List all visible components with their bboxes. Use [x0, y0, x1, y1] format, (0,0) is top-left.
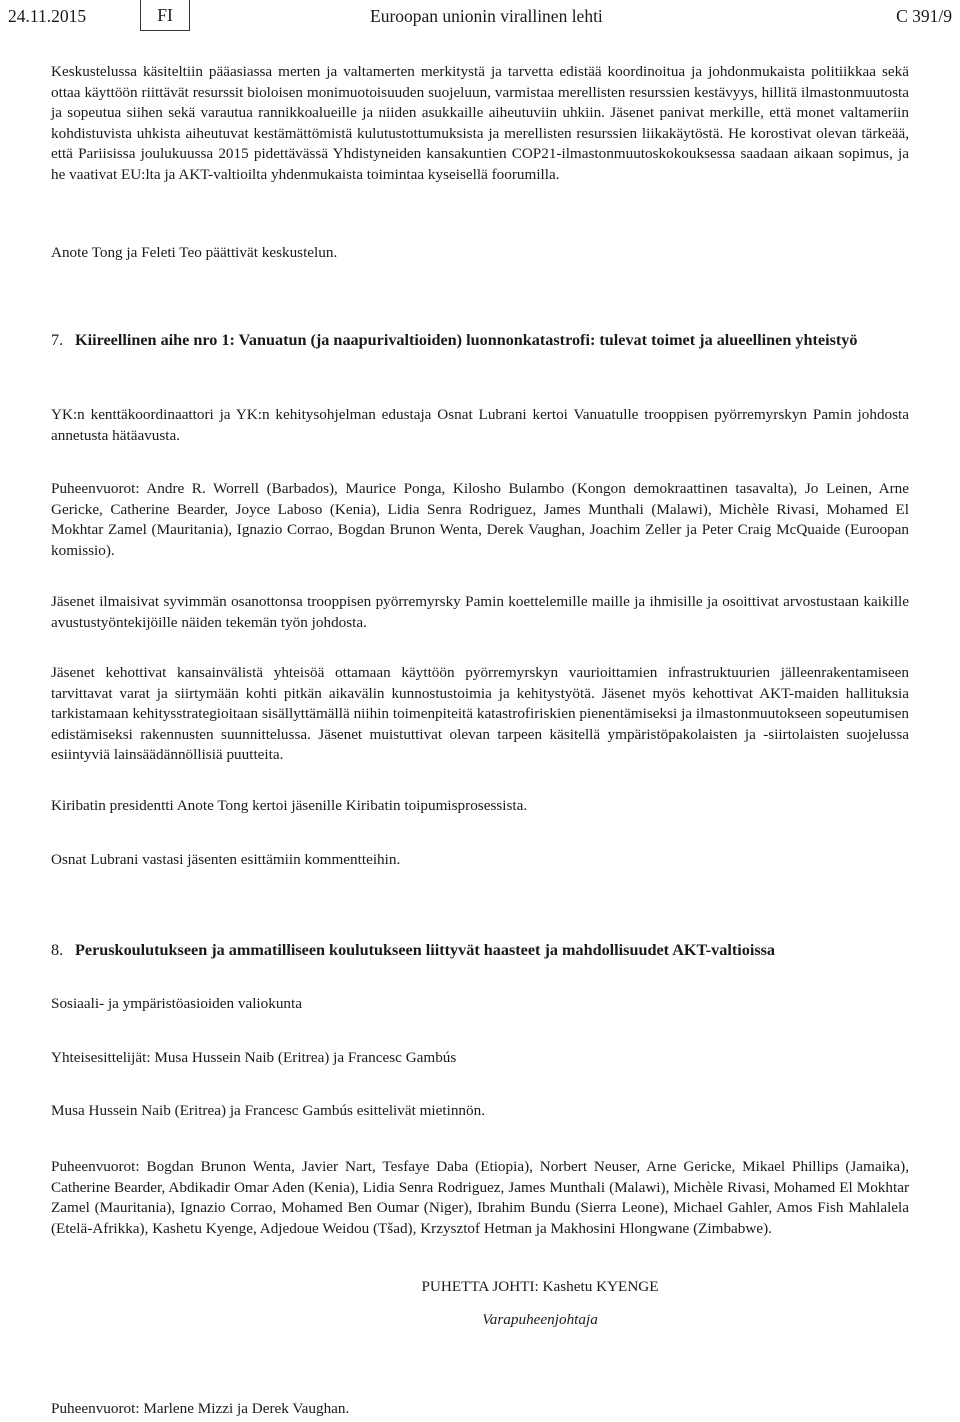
section-8-report-presentation: Musa Hussein Naib (Eritrea) ja Francesc Gambús esittelivät mietinnön. [51, 1102, 485, 1119]
section-7-title: Kiireellinen aihe nro 1: Vanuatun (ja naapurivaltioiden) luonnonkatastrofi: tulevat toimet ja alueellinen yhteistyö [75, 331, 858, 349]
section-8-speakers: Puheenvuorot: Bogdan Brunon Wenta, Javier Nart, Tesfaye Daba (Etiopia), Norbert Neuser, Arne Gericke, Mikael Phillips (Jamaika), Catherine Bearder, Abdikadir Omar Aden (Kenia), Lidia Senra Rodriguez, James Munthali (Malawi), Michèle Rivasi, Mohamed El Mokhtar Zamel (Mauritania), Ignazio Corrao, Mohamed Ben Oumar (Niger), Ibrahim Bundu (Sierra Leone), Michael Gahler, Amos Fish Mahlalela (Etelä-Afrikka), Kashetu Kyenge, Adjedoue Weidou (Tšad), Krzysztof Hetman ja Makhosini Hlongwane (Zimbabwe). [51, 1158, 909, 1237]
section-8-title: Peruskoulutukseen ja ammatilliseen koulutukseen liittyvät haasteet ja mahdollisuudet AKT-valtioissa [75, 941, 776, 959]
section-7-paragraph-3: Jäsenet ilmaisivat syvimmän osanottonsa trooppisen pyörremyrsky Pamin koettelemille maille ja ihmisille ja osoittivat arvostustaan kaikille avustustyöntekijöille näiden tekemän työn johdosta. [51, 593, 909, 631]
section-7-number: 7. [51, 331, 64, 349]
section-8-rapporteurs: Yhteisesittelijät: Musa Hussein Naib (Eritrea) ja Francesc Gambús [51, 1049, 457, 1066]
page-reference: C 391/9 [896, 6, 952, 26]
intro-paragraph-2: Anote Tong ja Feleti Teo päättivät keskustelun. [51, 244, 338, 261]
section-7-paragraph-5: Kiribatin presidentti Anote Tong kertoi jäsenille Kiribatin toipumisprosessista. [51, 797, 528, 814]
section-7-heading [51, 330, 911, 351]
journal-title: Euroopan unionin virallinen lehti [370, 6, 603, 26]
section-8-final-speakers: Puheenvuorot: Marlene Mizzi ja Derek Vaughan. [51, 1400, 350, 1417]
chair-line: PUHETTA JOHTI: Kashetu KYENGE [421, 1278, 659, 1295]
page-header [8, 6, 952, 34]
section-8-committee: Sosiaali- ja ympäristöasioiden valiokunta [51, 995, 302, 1012]
publication-date: 24.11.2015 [8, 6, 87, 26]
section-7-paragraph-4: Jäsenet kehottivat kansainvälistä yhteisöä ottamaan käyttöön pyörremyrskyn vaurioittamien infrastruktuurien jälleenrakentamiseen tarvittavat varat ja siirtymään kohti pitkän aikavälin kunnostustoimia ja kehitystyötä. Jäsenet myös kehottivat AKT-maiden hallituksia tarkistamaan kehitysstrategioitaan sisällyttämällä niihin toimenpiteitä katastrofiriskien pienentämiseksi ja ilmastonmuutokseen sopeutumisen edistämiseksi rakennusten suunnittelussa. Jäsenet muistuttivat olevan tarpeen käsitellä ympäristöpakolaisten ja -siirtolaisten suojelussa esiintyviä lainsäädännöllisiä puutteita. [51, 664, 909, 763]
chair-role: Varapuheenjohtaja [482, 1311, 598, 1328]
intro-paragraph-1: Keskustelussa käsiteltiin pääasiassa merten ja valtamerten merkitystä ja tarvetta edistää koordinoitua ja johdonmukaista politiikkaa sekä ottaa käyttöön riittävät resurssit bioloisen monimuotoisuuden suojeluun, varmistaa merellisten resurssien kestävyys, hillitä ilmastonmuutosta ja sopeutua siihen sekä varautua rannikkoalueille ja niiden asukkaille aiheutuviin uhkiin. Jäsenet panivat merkille, että monet valtameriin kohdistuvista uhkista aiheutuvat kestämättömistä kulutustottumuksista ja merellisten resurssien liikakäytöstä. He korostivat olevan tärkeää, että Pariisissa joulukuussa 2015 pidettävässä Yhdistyneiden kansakuntien COP21-ilmastonmuutoskokouksessa saadaan aikaan sopimus, ja he vaativat EU:lta ja AKT-valtioilta yhdenmukaista toimintaa kyseisellä foorumilla. [51, 63, 909, 183]
section-7-paragraph-6: Osnat Lubrani vastasi jäsenten esittämiin kommentteihin. [51, 851, 401, 868]
section-8-heading [51, 940, 911, 961]
language-code-box: FI [140, 0, 190, 31]
section-8-number: 8. [51, 941, 64, 959]
section-7-paragraph-1: YK:n kenttäkoordinaattori ja YK:n kehitysohjelman edustaja Osnat Lubrani kertoi Vanuatulle trooppisen pyörremyrskyn Pamin johdosta annetusta hätäavusta. [51, 406, 909, 444]
section-7-speakers: Puheenvuorot: Andre R. Worrell (Barbados), Maurice Ponga, Kilosho Bulambo (Kongon demokraattinen tasavalta), Jo Leinen, Arne Gericke, Catherine Bearder, Joyce Laboso (Kenia), Lidia Senra Rodriguez, James Munthali (Malawi), Michèle Rivasi, Mohamed El Mokhtar Zamel (Mauritania), Ignazio Corrao, Bogdan Brunon Wenta, Derek Vaughan, Joachim Zeller ja Peter Craig McQuaide (Euroopan komissio). [51, 480, 909, 559]
